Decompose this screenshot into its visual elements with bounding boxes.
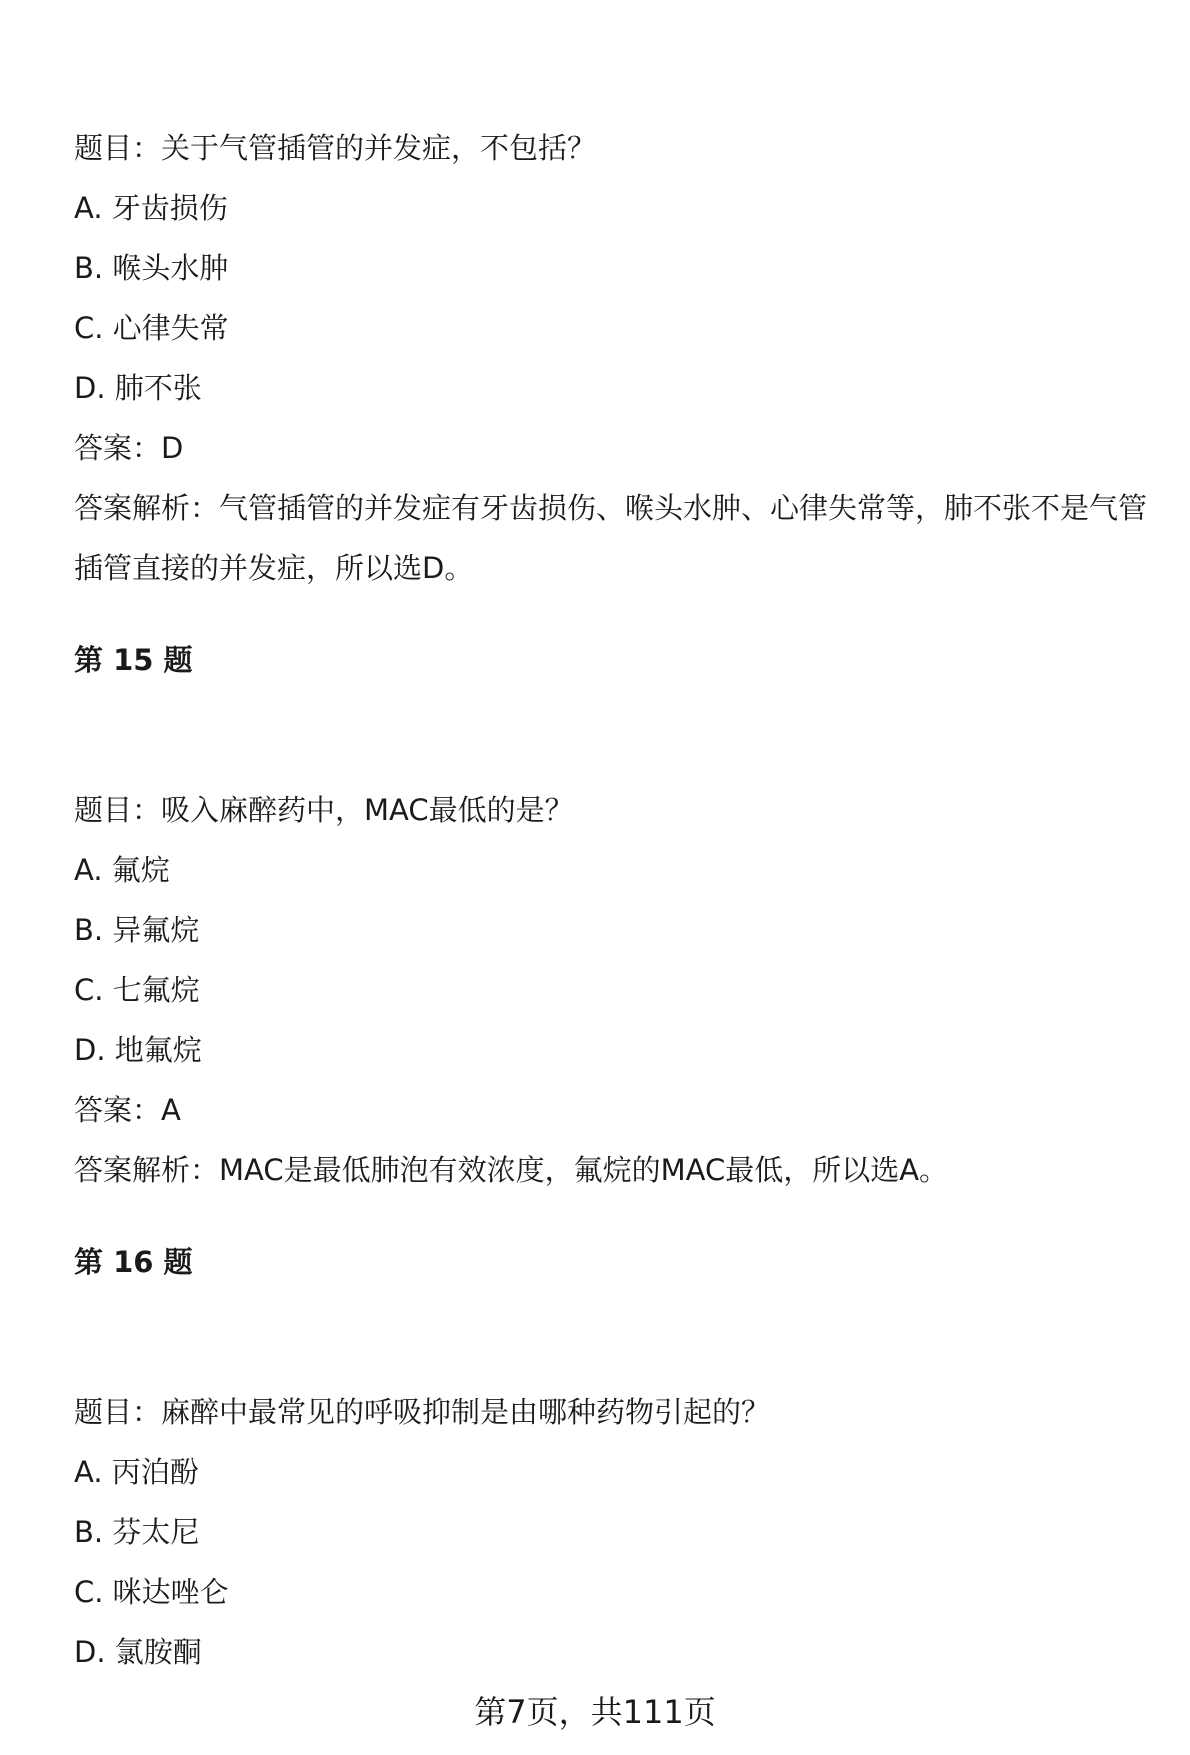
answer: 答案：D xyxy=(74,431,184,465)
option-d: D. 肺不张 xyxy=(74,371,202,405)
document-page xyxy=(74,118,1174,1682)
option-a: A. 丙泊酚 xyxy=(74,1455,199,1489)
answer-explanation: 答案解析：气管插管的并发症有牙齿损伤、喉头水肿、心律失常等，肺不张不是气管插管直接的并发症，所以选D。 xyxy=(74,491,1148,585)
question-text: 题目：麻醉中最常见的呼吸抑制是由哪种药物引起的？ xyxy=(74,1395,771,1429)
answer-explanation: 答案解析：MAC是最低肺泡有效浓度，氟烷的MAC最低，所以选A。 xyxy=(74,1153,949,1187)
question-heading: 第 16 题 xyxy=(74,1245,193,1279)
option-a: A. 牙齿损伤 xyxy=(74,191,228,225)
option-b: B. 芬太尼 xyxy=(74,1515,200,1549)
option-d: D. 氯胺酮 xyxy=(74,1635,202,1669)
option-a: A. 氟烷 xyxy=(74,853,170,887)
option-b: B. 异氟烷 xyxy=(74,913,200,947)
question-heading: 第 15 题 xyxy=(74,643,193,677)
question-text: 题目：吸入麻醉药中，MAC最低的是？ xyxy=(74,793,574,827)
option-c: C. 咪达唑仑 xyxy=(74,1575,229,1609)
option-c: C. 七氟烷 xyxy=(74,973,200,1007)
page-number: 第7页，共111页 xyxy=(474,1693,716,1731)
option-c: C. 心律失常 xyxy=(74,311,229,345)
option-d: D. 地氟烷 xyxy=(74,1033,202,1067)
question-text: 题目：关于气管插管的并发症，不包括？ xyxy=(74,131,597,165)
answer: 答案：A xyxy=(74,1093,181,1127)
option-b: B. 喉头水肿 xyxy=(74,251,229,285)
